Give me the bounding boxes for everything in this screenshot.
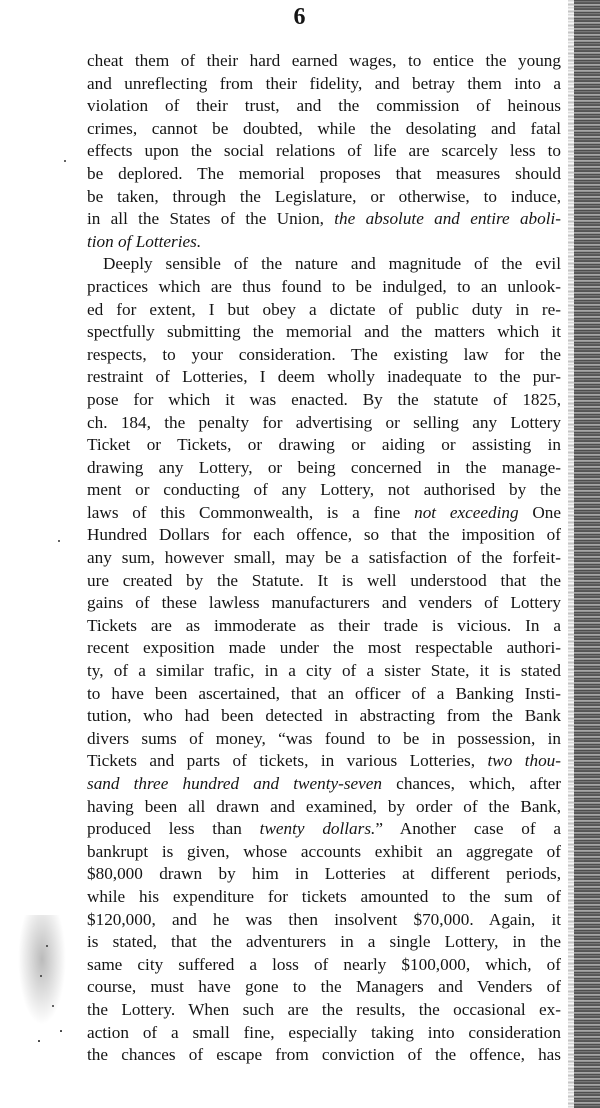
text-line <box>87 931 561 954</box>
text-segment: One <box>518 502 561 522</box>
book-binding <box>574 0 600 1108</box>
text-line <box>87 163 561 186</box>
text-segment: action of a small fine, especially taking into consideration <box>87 1022 561 1042</box>
text-segment: chances, which, after <box>382 774 561 793</box>
text-segment: in all the States of the Union, <box>87 209 335 229</box>
text-segment: crimes, cannot be doubted, while the desolating and fatal <box>87 118 561 138</box>
text-segment: recent exposition made under the most respectable authori- <box>87 638 561 658</box>
text-segment: gains of these lawless manufacturers and venders of Lottery <box>87 593 561 613</box>
scan-speck <box>38 1040 40 1042</box>
text-line <box>87 344 561 367</box>
text-segment: Ticket or Tickets, or drawing or aiding or assisting in <box>87 435 561 455</box>
text-line <box>87 818 561 841</box>
text-segment: Tickets and parts of tickets, in various Lotteries, <box>87 751 488 771</box>
text-line <box>87 615 561 638</box>
text-segment: $80,000 drawn by him in Lotteries at different periods, <box>87 864 561 884</box>
text-segment: ment or conducting of any Lottery, not authorised by the <box>87 480 561 500</box>
scan-speck <box>64 160 66 162</box>
text-segment: pose for which it was enacted. By the statute of 1825, <box>87 389 561 409</box>
text-segment: ure created by the Statute. It is well understood that the <box>87 570 561 590</box>
text-line <box>87 1044 561 1067</box>
text-line <box>87 457 561 480</box>
text-line <box>87 366 561 389</box>
text-line <box>87 321 561 344</box>
text-segment: $120,000, and he was then insolvent $70,000. Again, it <box>87 909 561 929</box>
text-segment: ty, of a similar trafic, in a city of a sister State, it is stated <box>87 661 561 681</box>
text-segment: same city suffered a loss of nearly $100,000, which, of <box>87 954 561 974</box>
text-segment: while his expenditure for tickets amounted to the sum of <box>87 886 561 906</box>
italic-text: not exceeding <box>414 502 519 522</box>
text-line <box>87 186 561 209</box>
scan-speck <box>46 945 48 947</box>
italic-text: tion of Lotteries. <box>87 231 202 251</box>
text-line <box>87 592 561 615</box>
body-text <box>87 50 561 1067</box>
text-segment: any sum, however small, may be a satisfaction of the forfeit- <box>87 548 561 568</box>
text-segment: cheat them of their hard earned wages, to entice the young <box>87 51 561 70</box>
text-line <box>87 863 561 886</box>
text-segment: having been all drawn and examined, by order of the Bank, <box>87 796 561 816</box>
text-line <box>87 95 561 118</box>
text-segment: course, must have gone to the Managers and Venders of <box>87 977 561 997</box>
page-number: 6 <box>293 4 307 30</box>
text-segment: Deeply sensible of the nature and magnitude of the evil <box>103 254 561 274</box>
text-segment: the chances of escape from conviction of the offence, has <box>87 1045 561 1065</box>
text-line <box>87 502 561 525</box>
text-line <box>87 954 561 977</box>
text-line <box>87 118 561 141</box>
text-line <box>87 231 561 254</box>
text-segment: violation of their trust, and the commission of heinous <box>87 96 561 116</box>
text-segment: spectfully submitting the memorial and the matters which it <box>87 322 561 342</box>
scan-speck <box>60 1030 62 1032</box>
text-line <box>87 50 561 73</box>
text-line <box>87 1022 561 1045</box>
text-line <box>87 412 561 435</box>
text-segment: tution, who had been detected in abstracting from the Bank <box>87 706 561 726</box>
text-segment: be taken, through the Legislature, or otherwise, to induce, <box>87 186 561 206</box>
text-segment: be deplored. The memorial proposes that measures should <box>87 163 561 183</box>
text-segment: laws of this Commonwealth, is a fine <box>87 502 415 522</box>
text-line <box>87 299 561 322</box>
ink-smudge <box>18 915 66 1025</box>
text-line <box>87 660 561 683</box>
text-segment: and unreflecting from their fidelity, and betray them into a <box>87 73 561 93</box>
text-line <box>87 705 561 728</box>
text-line <box>87 750 561 773</box>
italic-text: the absolute and entire aboli- <box>334 209 562 229</box>
text-segment: restraint of Lotteries, I deem wholly inadequate to the pur- <box>87 367 561 387</box>
text-line <box>87 570 561 593</box>
text-line <box>87 276 561 299</box>
text-line <box>87 253 561 276</box>
text-line <box>87 999 561 1022</box>
italic-text: twenty dollars. <box>259 819 376 839</box>
text-line <box>87 796 561 819</box>
text-line <box>87 728 561 751</box>
italic-text: two thou- <box>487 751 561 771</box>
text-segment: produced less than <box>87 819 260 839</box>
text-segment: practices which are thus found to be indulged, to an unlook- <box>87 276 561 296</box>
text-segment: bankrupt is given, whose accounts exhibit an aggregate of <box>87 841 561 861</box>
scan-speck <box>58 540 60 542</box>
text-line <box>87 909 561 932</box>
text-line <box>87 547 561 570</box>
text-segment: ed for extent, I but obey a dictate of public duty in re- <box>87 299 561 319</box>
text-segment: Hundred Dollars for each offence, so that the imposition of <box>87 525 561 545</box>
text-segment: divers sums of money, “was found to be in possession, in <box>87 728 561 748</box>
text-line <box>87 976 561 999</box>
text-segment: the Lottery. When such are the results, the occasional ex- <box>87 999 561 1019</box>
text-line <box>87 208 561 231</box>
scan-speck <box>40 975 42 977</box>
text-line <box>87 637 561 660</box>
text-segment: Tickets are as immoderate as their trade is vicious. In a <box>87 615 561 635</box>
text-segment: respects, to your consideration. The existing law for the <box>87 344 561 364</box>
text-line <box>87 524 561 547</box>
text-line <box>87 841 561 864</box>
text-line <box>87 886 561 909</box>
text-segment: drawing any Lottery, or being concerned in the manage- <box>87 457 561 477</box>
text-segment: to have been ascertained, that an officer of a Banking Insti- <box>87 683 561 703</box>
text-line <box>87 683 561 706</box>
text-line <box>87 434 561 457</box>
text-segment: effects upon the social relations of life are scarcely less to <box>87 141 561 161</box>
text-segment: ch. 184, the penalty for advertising or selling any Lottery <box>87 412 561 432</box>
text-line <box>87 389 561 412</box>
text-line <box>87 479 561 502</box>
scan-speck <box>52 1005 54 1007</box>
text-segment: is stated, that the adventurers in a single Lottery, in the <box>87 932 561 952</box>
italic-text: sand three hundred and twenty-seven <box>87 774 383 793</box>
text-line <box>87 773 561 796</box>
text-line <box>87 73 561 96</box>
text-segment: ” Another case of a <box>375 819 561 839</box>
text-line <box>87 140 561 163</box>
